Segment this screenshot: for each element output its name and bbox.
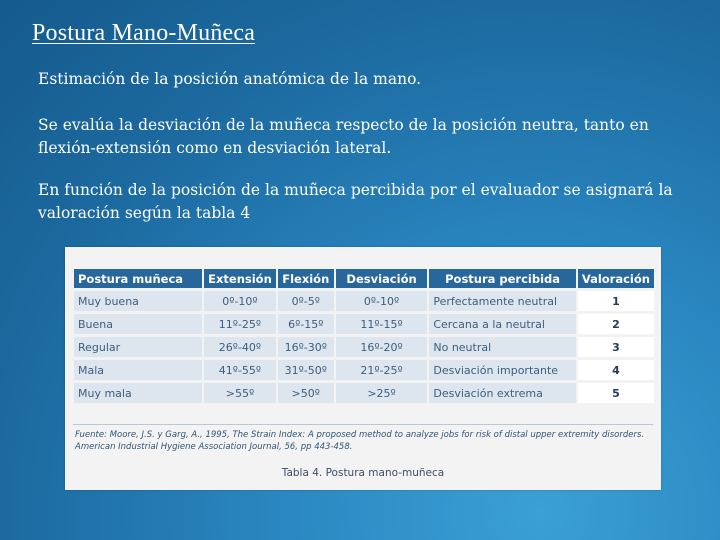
table-divider bbox=[73, 424, 653, 425]
posture-table bbox=[72, 266, 656, 406]
table-caption: Tabla 4. Postura mano-muñeca bbox=[281, 467, 445, 479]
header-desviacion: Desviación bbox=[336, 269, 428, 288]
table-row bbox=[74, 360, 654, 380]
description-paragraph: Se evalúa la desviación de la muñeca respecto de la posición neutra, tanto en flexión-extensión como en desviación lateral. bbox=[38, 116, 649, 157]
cell-flexion: 16º-30º bbox=[278, 337, 334, 357]
table-source: Fuente: Moore, J.S. y Garg, A., 1995, The Strain Index: A proposed method to analyze jobs for risk of distal upper extremity disorders. American Industrial Hygiene Association Journal, 56, pp 443-458. bbox=[75, 430, 645, 452]
table-figure bbox=[65, 247, 661, 490]
cell-valoracion: 4 bbox=[578, 360, 654, 380]
cell-desviacion: 11º-15º bbox=[336, 314, 428, 334]
header-valoracion: Valoración bbox=[578, 269, 654, 288]
cell-postura-percibida: Desviación extrema bbox=[429, 383, 575, 403]
cell-flexion: 0º-5º bbox=[278, 291, 334, 311]
cell-flexion: 31º-50º bbox=[278, 360, 334, 380]
row-label: Regular bbox=[74, 337, 202, 357]
cell-valoracion: 2 bbox=[578, 314, 654, 334]
instruction-paragraph: En función de la posición de la muñeca percibida por el evaluador se asignará la valoración según la tabla 4 bbox=[38, 181, 673, 222]
cell-desviacion: 21º-25º bbox=[336, 360, 428, 380]
intro-paragraph: Estimación de la posición anatómica de la mano. bbox=[38, 70, 422, 88]
cell-desviacion: 0º-10º bbox=[336, 291, 428, 311]
cell-postura-percibida: No neutral bbox=[429, 337, 575, 357]
cell-extension: 11º-25º bbox=[204, 314, 276, 334]
header-postura-percibida: Postura percibida bbox=[429, 269, 575, 288]
cell-flexion: >50º bbox=[278, 383, 334, 403]
table-row bbox=[74, 314, 654, 334]
header-flexion: Flexión bbox=[278, 269, 334, 288]
row-label: Muy mala bbox=[74, 383, 202, 403]
row-label: Buena bbox=[74, 314, 202, 334]
table-row bbox=[74, 291, 654, 311]
row-label: Muy buena bbox=[74, 291, 202, 311]
cell-extension: 0º-10º bbox=[204, 291, 276, 311]
table-row bbox=[74, 383, 654, 403]
cell-postura-percibida: Desviación importante bbox=[429, 360, 575, 380]
cell-desviacion: 16º-20º bbox=[336, 337, 428, 357]
cell-flexion: 6º-15º bbox=[278, 314, 334, 334]
slide-title: Postura Mano-Muñeca bbox=[32, 20, 256, 46]
header-extension: Extensión bbox=[204, 269, 276, 288]
header-postura-muneca: Postura muñeca bbox=[74, 269, 202, 288]
table-header-row bbox=[74, 269, 654, 288]
cell-extension: 26º-40º bbox=[204, 337, 276, 357]
table-row bbox=[74, 337, 654, 357]
row-label: Mala bbox=[74, 360, 202, 380]
cell-postura-percibida: Perfectamente neutral bbox=[429, 291, 575, 311]
cell-extension: 41º-55º bbox=[204, 360, 276, 380]
cell-postura-percibida: Cercana a la neutral bbox=[429, 314, 575, 334]
cell-valoracion: 5 bbox=[578, 383, 654, 403]
cell-valoracion: 1 bbox=[578, 291, 654, 311]
cell-valoracion: 3 bbox=[578, 337, 654, 357]
cell-desviacion: >25º bbox=[336, 383, 428, 403]
cell-extension: >55º bbox=[204, 383, 276, 403]
